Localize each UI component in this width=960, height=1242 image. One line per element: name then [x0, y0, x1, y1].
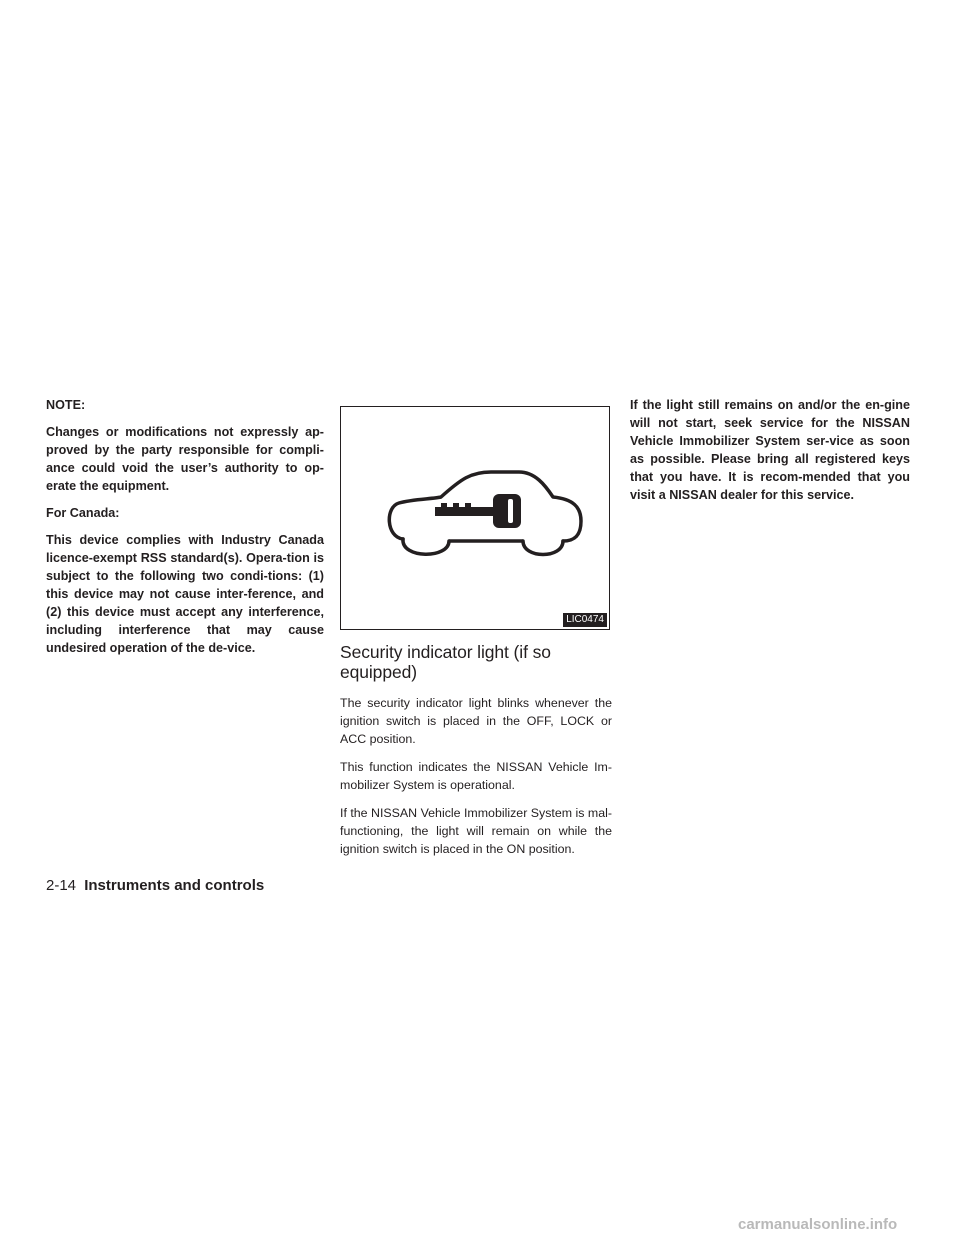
note-text: Changes or modifications not expressly ap-proved by the party responsible for compli-ance could void the user’s authority to op-erate the equipment.	[46, 425, 324, 493]
left-column	[46, 396, 324, 666]
service-text: If the light still remains on and/or the en-gine will not start, seek service for the NISSAN Vehicle Immobilizer System ser-vice as soon as possible. Please bring all registered keys that you have. It is recom-mended that you visit a NISSAN dealer for this service.	[630, 398, 910, 502]
watermark: carmanualsonline.info	[738, 1216, 898, 1233]
note-heading: NOTE:	[46, 398, 86, 412]
chapter-title: Instruments and controls	[84, 877, 265, 894]
canada-text: This device complies with Industry Canada licence-exempt RSS standard(s). Opera-tion is subject to the following two condi-tions: (1) this device may not cause inter-ference, and (2) this device must accept any interference, including interference that may cause undesired operation of the de-vice.	[46, 533, 324, 655]
canada-heading: For Canada:	[46, 506, 120, 520]
body-paragraph: This function indicates the NISSAN Vehicle Im-mobilizer System is operational.	[340, 760, 612, 792]
middle-column	[340, 396, 612, 868]
body-paragraph: The security indicator light blinks whenever the ignition switch is placed in the OFF, LOCK or ACC position.	[340, 696, 612, 746]
body-paragraph: If the NISSAN Vehicle Immobilizer System is mal-functioning, the light will remain on while the ignition switch is placed in the ON position.	[340, 806, 612, 856]
page-number: 2-14	[46, 877, 77, 894]
page-footer	[46, 876, 264, 896]
car-with-key-icon	[341, 407, 611, 631]
right-column	[630, 396, 910, 513]
section-body	[340, 694, 612, 858]
figure-label: LIC0474	[563, 613, 607, 627]
section-heading: Security indicator light (if so equipped)	[340, 642, 551, 682]
security-indicator-figure	[340, 406, 610, 630]
